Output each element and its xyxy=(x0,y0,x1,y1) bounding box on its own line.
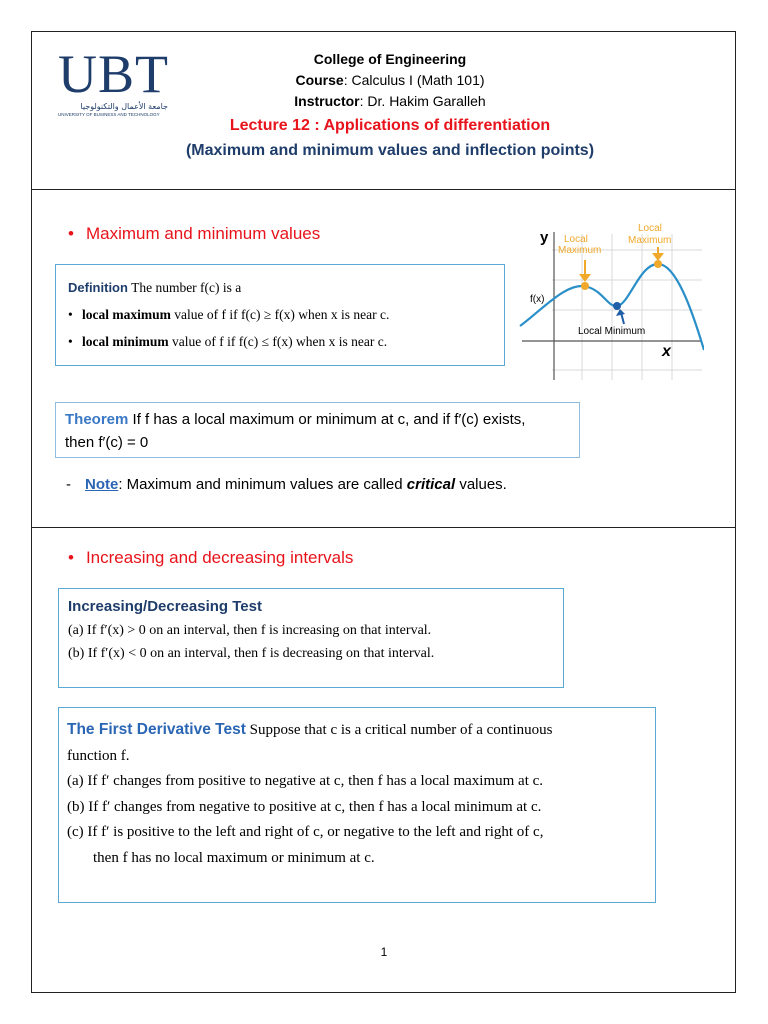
section-title-max-min xyxy=(68,224,320,244)
bullet-icon: • xyxy=(68,548,74,567)
lecture-subtitle: (Maximum and minimum values and inflection points) xyxy=(185,142,595,159)
definition-label: Definition xyxy=(68,280,128,295)
bullet-icon: • xyxy=(68,334,73,349)
page-number: 1 xyxy=(380,945,388,959)
inc-dec-label: Increasing/Decreasing Test xyxy=(68,598,262,615)
arrow-head-icon xyxy=(579,274,591,282)
inc-dec-test-box xyxy=(58,588,564,688)
definition-min-line xyxy=(68,328,492,355)
graph-y-label: y xyxy=(540,229,549,246)
logo-arabic: جامعة الأعمال والتكنولوجيا xyxy=(80,102,168,111)
ubt-logo xyxy=(58,44,169,117)
max-term: local maximum xyxy=(82,307,171,322)
section-title-inc-dec xyxy=(68,548,353,568)
first-deriv-intro-2: function f. xyxy=(67,747,130,764)
theorem-text-2: then f′(c) = 0 xyxy=(65,434,149,451)
max-text: value of f if f(c) ≥ f(x) when x is near c. xyxy=(174,307,390,322)
local-max-label-2: Local Maximum xyxy=(628,223,672,246)
section-title-text: Maximum and minimum values xyxy=(85,224,321,243)
bullet-icon: • xyxy=(68,307,73,322)
definition-intro: The number f(c) is a xyxy=(131,280,242,295)
first-deriv-a: (a) If f′ changes from positive to negative at c, then f has a local maximum at c. xyxy=(67,773,544,789)
instructor-line xyxy=(180,93,600,109)
graph-x-label: x xyxy=(662,343,671,360)
instructor-value: : Dr. Hakim Garalleh xyxy=(359,93,486,109)
first-deriv-c2: then f has no local maximum or minimum at c. xyxy=(93,849,375,866)
local-max-label-1: Local Maximum xyxy=(558,234,602,256)
theorem-label: Theorem xyxy=(65,411,129,428)
course-label: Course xyxy=(295,72,344,88)
inc-dec-a: (a) If f′(x) > 0 on an interval, then f is increasing on that interval. xyxy=(68,623,432,638)
min-text: value of f if f(c) ≤ f(x) when x is near c. xyxy=(172,334,388,349)
note-dash: - xyxy=(66,476,71,493)
max-min-graph xyxy=(512,220,704,382)
local-max-point-2 xyxy=(654,260,662,268)
theorem-line-1 xyxy=(65,408,570,431)
note-line xyxy=(66,476,507,493)
definition-box xyxy=(55,264,505,366)
definition-max-line xyxy=(68,301,492,328)
college-name: College of Engineering xyxy=(313,51,467,67)
graph-fx-label: f(x) xyxy=(530,294,545,305)
course-line xyxy=(180,72,600,88)
theorem-text-1: If f has a local maximum or minimum at c, and if f′(c) exists, xyxy=(132,411,526,428)
logo-wordmark: UBT xyxy=(58,44,169,104)
note-label: Note xyxy=(85,476,119,493)
note-text-after: values. xyxy=(455,476,507,493)
header-divider xyxy=(31,189,736,190)
first-deriv-intro-1 xyxy=(67,717,647,744)
section-title-text: Increasing and decreasing intervals xyxy=(85,548,354,567)
logo-english: UNIVERSITY OF BUSINESS AND TECHNOLOGY xyxy=(58,112,160,117)
note-text-before: : Maximum and minimum values are called xyxy=(118,476,407,493)
theorem-box xyxy=(55,402,580,458)
note-emph: critical xyxy=(406,476,456,493)
local-min-label: Local Minimum xyxy=(578,326,646,337)
definition-intro-line xyxy=(68,274,492,301)
min-term: local minimum xyxy=(82,334,169,349)
instructor-label: Instructor xyxy=(294,93,360,109)
bullet-icon: • xyxy=(68,224,74,243)
first-derivative-test-box xyxy=(58,707,656,903)
course-value: : Calculus I (Math 101) xyxy=(343,72,485,88)
local-min-point xyxy=(613,302,621,310)
local-max-point-1 xyxy=(581,282,589,290)
inc-dec-b: (b) If f′(x) < 0 on an interval, then f is decreasing on that interval. xyxy=(68,646,435,661)
first-deriv-label: The First Derivative Test xyxy=(67,721,246,738)
first-deriv-intro-text: Suppose that c is a critical number of a continuous xyxy=(249,722,553,738)
first-deriv-b: (b) If f′ changes from negative to positive at c, then f has a local minimum at c. xyxy=(67,798,542,815)
lecture-title: Lecture 12 : Applications of differentiation xyxy=(229,117,551,134)
first-deriv-c1: (c) If f′ is positive to the left and right of c, or negative to the left and right of c, xyxy=(67,824,544,840)
section-divider xyxy=(31,527,736,528)
arrow-head-icon xyxy=(652,253,664,261)
